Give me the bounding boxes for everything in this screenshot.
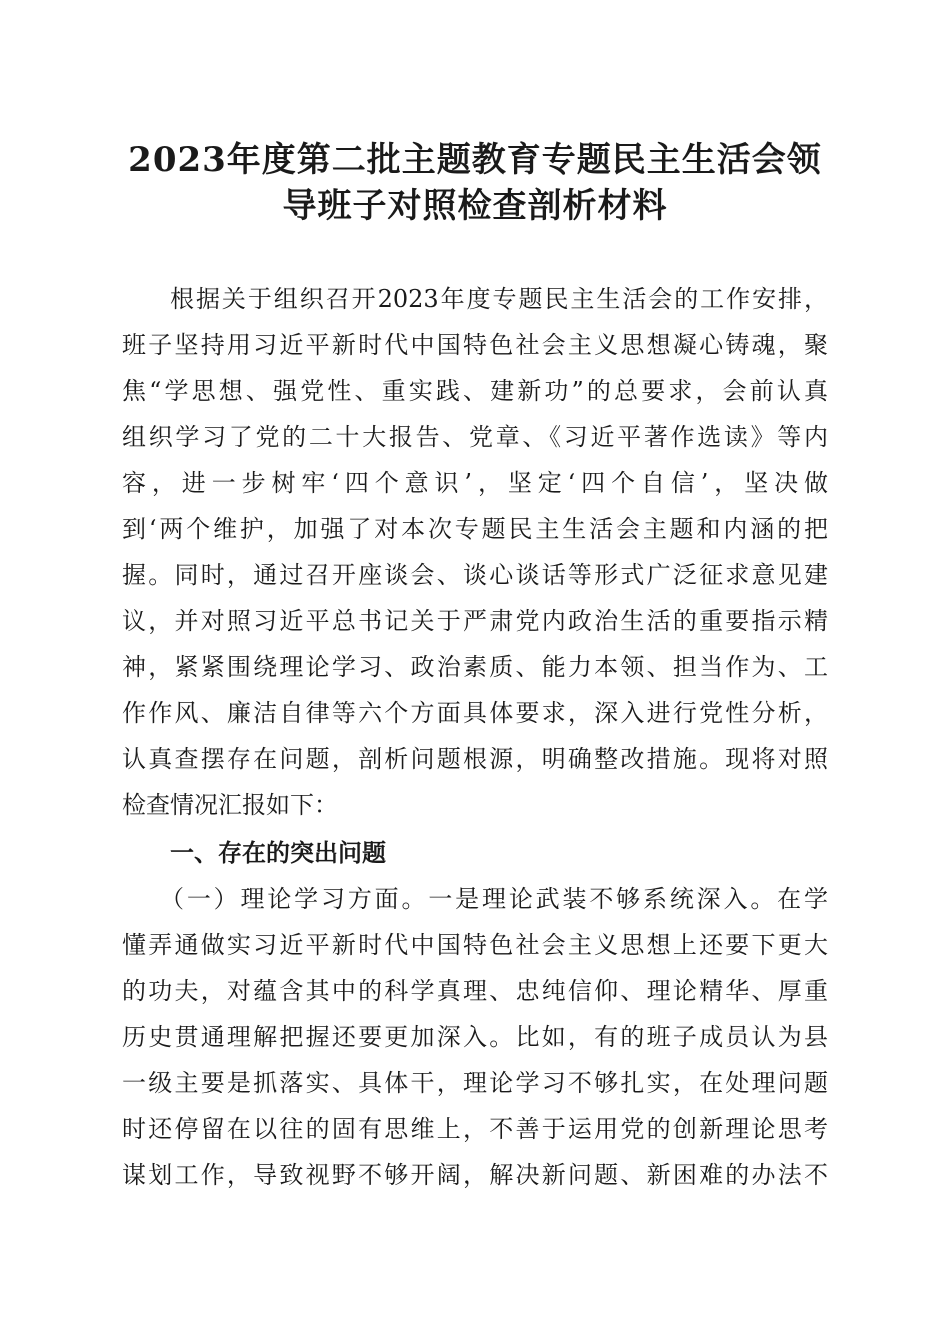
section-line-2: 懂弄通做实习近平新时代中国特色社会主义思想上还要下更大: [122, 931, 828, 959]
intro-line-6: 到‘两个维护，加强了对本次专题民主生活会主题和内涵的把: [122, 515, 828, 543]
intro-line-5: 容，进一步树牢‘四个意识’，坚定‘四个自信’，坚决做: [122, 469, 828, 497]
intro-line-4: 组织学习了党的二十大报告、党章、《习近平著作选读》等内: [122, 423, 828, 451]
section-line-5: 一级主要是抓落实、具体干，理论学习不够扎实，在处理问题: [122, 1069, 828, 1097]
intro-line-9: 神，紧紧围绕理论学习、政治素质、能力本领、担当作为、工: [122, 653, 828, 681]
intro-line-11: 认真查摆存在问题，剖析问题根源，明确整改措施。现将对照: [122, 745, 828, 773]
section-line-1: （一）理论学习方面。一是理论武装不够系统深入。在学: [160, 885, 828, 913]
intro-line-3: 焦“学思想、强党性、重实践、建新功”的总要求，会前认真: [122, 377, 828, 405]
intro-line-7: 握。同时，通过召开座谈会、谈心谈话等形式广泛征求意见建: [122, 561, 828, 589]
section-line-6: 时还停留在以往的固有思维上，不善于运用党的创新理论思考: [122, 1115, 828, 1143]
intro-line-8: 议，并对照习近平总书记关于严肃党内政治生活的重要指示精: [122, 607, 828, 635]
document-title-line-2: 导班子对照检查剖析材料: [282, 186, 668, 226]
section-heading: 一、存在的突出问题: [170, 839, 386, 867]
intro-line-12: 检查情况汇报如下：: [122, 791, 338, 819]
section-line-4: 历史贯通理解把握还要更加深入。比如，有的班子成员认为县: [122, 1023, 828, 1051]
intro-line-1: 根据关于组织召开2023年度专题民主生活会的工作安排，: [170, 285, 828, 313]
section-line-7: 谋划工作，导致视野不够开阔，解决新问题、新困难的办法不: [122, 1161, 828, 1189]
intro-line-10: 作作风、廉洁自律等六个方面具体要求，深入进行党性分析，: [122, 699, 828, 727]
intro-line-2: 班子坚持用习近平新时代中国特色社会主义思想凝心铸魂，聚: [122, 331, 828, 359]
section-line-3: 的功夫，对蕴含其中的科学真理、忠纯信仰、理论精华、厚重: [122, 977, 828, 1005]
document-title-line-1: 2023年度第二批主题教育专题民主生活会领: [128, 140, 822, 180]
